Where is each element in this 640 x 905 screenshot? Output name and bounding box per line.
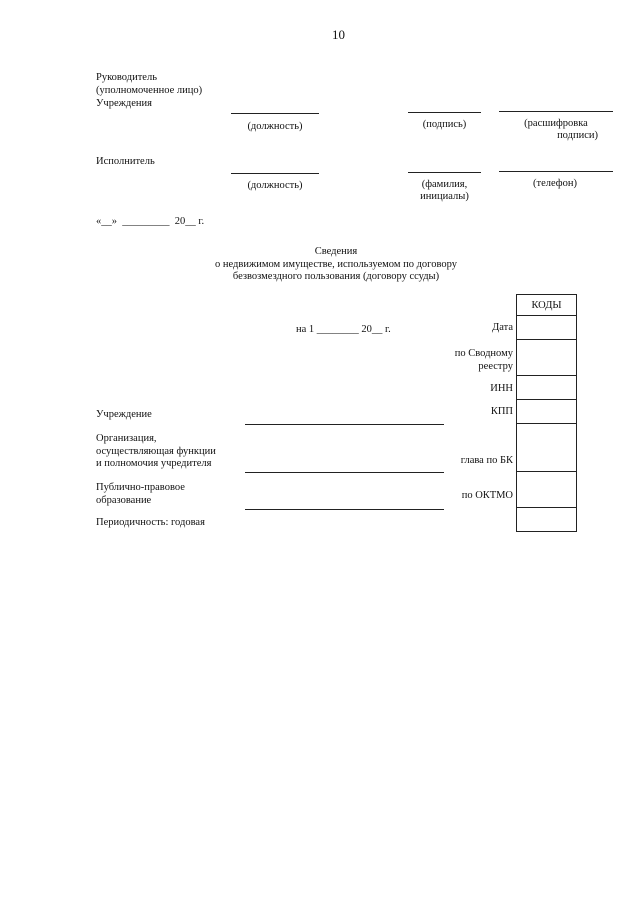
code-label-glava-bk: глава по БК xyxy=(460,455,513,466)
code-label-oktmo: по ОКТМО xyxy=(461,490,513,501)
report-title-line1: Сведения xyxy=(314,246,358,257)
head-decoding-line xyxy=(499,111,613,112)
codes-header: КОДЫ xyxy=(516,294,577,316)
head-label-line3: Учреждения xyxy=(96,98,152,109)
head-label-line2: (уполномоченное лицо) xyxy=(96,85,203,96)
code-label-date: Дата xyxy=(492,322,513,333)
report-title-line3: безвозмездного пользования (договору ссуды) xyxy=(232,271,440,282)
decoding-caption-line1: (расшифровка xyxy=(524,118,588,129)
head-signature-line xyxy=(408,112,481,113)
executor-fio-line xyxy=(408,172,481,173)
field-organization-label xyxy=(96,433,216,471)
field-public-entity-label xyxy=(96,482,185,507)
code-label-kpp: КПП xyxy=(490,406,513,417)
head-label-line1: Руководитель xyxy=(96,72,157,83)
code-label-registry xyxy=(420,347,513,373)
code-cell-periodicity[interactable] xyxy=(516,507,577,532)
field-periodicity: Периодичность: годовая xyxy=(96,517,205,528)
code-label-inn: ИНН xyxy=(490,383,513,394)
fio-caption-line1: (фамилия, xyxy=(421,179,468,190)
head-label xyxy=(96,71,202,110)
executor-phone-caption: (телефон) xyxy=(533,178,577,189)
signature-date: «__» _________ 20__ г. xyxy=(96,216,205,227)
report-title-line2: о недвижимом имуществе, используемом по договору xyxy=(215,258,457,270)
field-organization-line[interactable] xyxy=(245,472,444,473)
code-cell-registry[interactable] xyxy=(516,339,577,376)
public-line1: Публично-правовое xyxy=(96,482,185,493)
org-line1: Организация, xyxy=(96,433,157,444)
code-cell-inn[interactable] xyxy=(516,375,577,400)
executor-label: Исполнитель xyxy=(96,156,155,167)
field-public-entity-line[interactable] xyxy=(245,509,444,510)
report-date: на 1 ________ 20__ г. xyxy=(296,324,391,335)
executor-position-caption: (должность) xyxy=(247,180,303,191)
executor-fio-caption xyxy=(408,179,481,203)
executor-phone-line xyxy=(499,171,613,172)
head-position-caption: (должность) xyxy=(247,121,303,132)
decoding-caption-line2: подписи) xyxy=(557,130,598,141)
field-institution-line[interactable] xyxy=(245,424,444,425)
public-line2: образование xyxy=(96,494,152,506)
page-number: 10 xyxy=(332,27,345,42)
org-line3: и полномочия учредителя xyxy=(96,458,212,469)
code-cell-glava-bk[interactable] xyxy=(516,423,577,472)
code-cell-kpp[interactable] xyxy=(516,399,577,424)
org-line2: осуществляющая функции xyxy=(96,445,216,457)
executor-position-line xyxy=(231,173,319,174)
head-position-line xyxy=(231,113,319,114)
code-cell-date[interactable] xyxy=(516,315,577,340)
report-title xyxy=(200,246,472,284)
field-institution-label: Учреждение xyxy=(96,409,152,420)
head-signature-caption: (подпись) xyxy=(422,119,467,130)
fio-caption-line2: инициалы) xyxy=(420,191,469,202)
code-cell-oktmo[interactable] xyxy=(516,471,577,508)
registry-line2: реестру xyxy=(478,361,513,372)
head-decoding-caption xyxy=(508,118,604,142)
registry-line1: по Сводному xyxy=(454,348,513,359)
